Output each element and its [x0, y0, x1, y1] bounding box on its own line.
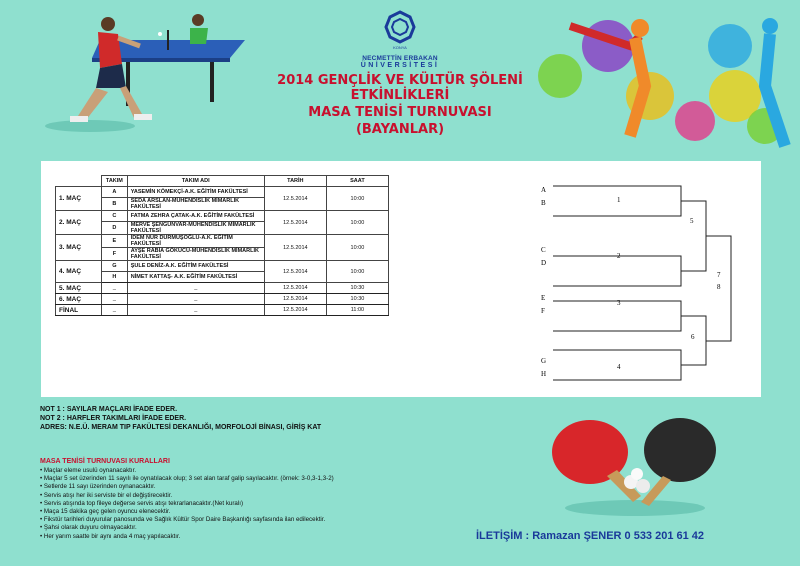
- bracket-slot-a: A: [541, 186, 547, 194]
- bracket-slot-c: C: [541, 246, 546, 254]
- match-time: 10:00: [326, 187, 388, 211]
- category-title: (BAYANLAR): [355, 122, 445, 137]
- table-row: [56, 187, 389, 198]
- match-date: 12.5.2014: [264, 235, 326, 261]
- match-label: 6. MAÇ: [56, 294, 102, 305]
- table-row: [56, 283, 389, 294]
- team-code: A: [102, 187, 128, 198]
- column-header-team: TAKIM: [102, 176, 128, 187]
- match-label: 4. MAÇ: [56, 261, 102, 283]
- paddles-and-balls-illustration: [545, 410, 725, 520]
- team-code: D: [102, 222, 128, 235]
- match-date: 12.5.2014: [264, 261, 326, 283]
- match-date: 12.5.2014: [264, 294, 326, 305]
- bracket-slot-e: E: [541, 294, 546, 302]
- list-item: • Maçlar 5 set üzerinden 11 sayılı ile oynatılacak olup; 3 set alan taraf galip sayılacaktır. (örnek: 3-0,3-1,3-2): [40, 475, 334, 483]
- match-time: 10:30: [326, 294, 388, 305]
- team-name: MERVE ŞENGÜNVAR-MÜHENDİSLİK MİMARLIK FAKÜLTESİ: [127, 222, 264, 235]
- list-item: • Maça 15 dakika geç gelen oyuncu elenecektir.: [40, 508, 334, 516]
- table-row: [56, 294, 389, 305]
- team-name: SEDA ARSLAN-MÜHENDİSLİK MİMARLIK FAKÜLTESİ: [127, 198, 264, 211]
- list-item: • Şahsi olarak duyuru olmayacaktır.: [40, 524, 334, 532]
- team-code: _: [102, 283, 128, 294]
- bracket-slot-f: F: [541, 307, 545, 315]
- match-label: 3. MAÇ: [56, 235, 102, 261]
- note-1: NOT 1 : SAYILAR MAÇLARI İFADE EDER.: [40, 406, 178, 413]
- tournament-title: MASA TENİSİ TURNUVASI: [308, 105, 492, 120]
- table-corner: [56, 176, 102, 187]
- rules-list: [40, 467, 334, 541]
- poster-header: [230, 10, 570, 137]
- bracket-slot-b: B: [541, 199, 546, 207]
- team-code: C: [102, 211, 128, 222]
- bracket-match-8: 8: [717, 283, 721, 291]
- team-code: H: [102, 272, 128, 283]
- table-tennis-players-illustration: [30, 8, 250, 138]
- bracket-match-4: 4: [617, 363, 621, 371]
- column-header-time: SAAT: [326, 176, 388, 187]
- match-time: 10:30: [326, 283, 388, 294]
- bracket-match-6: 6: [691, 333, 695, 341]
- bracket-match-5: 5: [690, 217, 694, 225]
- team-name: AYŞE RABİA GÖKÜCÜ-MÜHENDİSLİK MİMARLIK FAKÜLTESİ: [127, 248, 264, 261]
- bracket-slot-d: D: [541, 259, 547, 267]
- match-time: 11:00: [326, 305, 388, 316]
- match-label: 1. MAÇ: [56, 187, 102, 211]
- match-label: 2. MAÇ: [56, 211, 102, 235]
- bracket-match-1: 1: [617, 196, 621, 204]
- team-code: G: [102, 261, 128, 272]
- bracket-slot-g: G: [541, 357, 547, 365]
- column-header-date: TARİH: [264, 176, 326, 187]
- event-title: 2014 GENÇLİK VE KÜLTÜR ŞÖLENİ ETKİNLİKLERİ: [277, 73, 523, 103]
- team-name: NİMET KATTAŞ- A.K. EĞİTİM FAKÜLTESİ: [127, 272, 264, 283]
- match-time: 10:00: [326, 261, 388, 283]
- team-code: _: [102, 294, 128, 305]
- university-name-line1: NECMETTİN ERBAKAN: [362, 55, 438, 62]
- match-date: 12.5.2014: [264, 305, 326, 316]
- address-note: ADRES: N.E.Ü. MERAM TIP FAKÜLTESİ DEKANLIĞI, MORFOLOJİ BİNASI, GİRİŞ KAT: [40, 424, 322, 431]
- list-item: • Her yarım saatte bir aynı anda 4 maç yapılacaktır.: [40, 533, 334, 541]
- bracket-slot-h: H: [541, 370, 547, 378]
- match-label: 5. MAÇ: [56, 283, 102, 294]
- list-item: • Fikstür tarihleri duyurular panosunda ve Sağlık Kültür Spor Daire Başkanlığı sayfasında ilan edilecektir.: [40, 516, 334, 524]
- list-item: • Servis atışında top fileye değerse servis atışı tekrarlanacaktır.(Net kuralı): [40, 500, 334, 508]
- list-item: • Servis atışı her iki serviste bir el değiştirecektir.: [40, 492, 334, 500]
- match-date: 12.5.2014: [264, 187, 326, 211]
- table-row: [56, 235, 389, 248]
- team-name: _: [127, 305, 264, 316]
- team-name: YASEMİN KÖMEKÇİ-A.K. EĞİTİM FAKÜLTESİ: [127, 187, 264, 198]
- match-time: 10:00: [326, 235, 388, 261]
- team-name: _: [127, 283, 264, 294]
- schedule-panel: [41, 161, 761, 397]
- match-date: 12.5.2014: [264, 211, 326, 235]
- match-schedule-table: [55, 175, 389, 316]
- notes-block: [40, 405, 321, 432]
- rules-title: MASA TENİSİ TURNUVASI KURALLARI: [40, 458, 170, 465]
- team-code: _: [102, 305, 128, 316]
- match-label: FİNAL: [56, 305, 102, 316]
- team-name: _: [127, 294, 264, 305]
- team-name: ŞULE DENİZ-A.K. EĞİTİM FAKÜLTESİ: [127, 261, 264, 272]
- team-code: F: [102, 248, 128, 261]
- list-item: • Setlerde 11 sayı üzerinden oynanacaktır.: [40, 483, 334, 491]
- table-row: [56, 211, 389, 222]
- bracket-match-7: 7: [717, 271, 721, 279]
- table-header-row: [56, 176, 389, 187]
- svg-text:KONYA: KONYA: [393, 45, 407, 50]
- bracket-match-2: 2: [617, 252, 621, 260]
- team-name: İDEM NUR DURMUŞOĞLU-A.K. EĞİTİM FAKÜLTESİ: [127, 235, 264, 248]
- table-row: [56, 305, 389, 316]
- university-logo: [383, 10, 417, 50]
- bracket-match-3: 3: [617, 299, 621, 307]
- match-date: 12.5.2014: [264, 283, 326, 294]
- table-row: [56, 261, 389, 272]
- university-name-line2: ÜNİVERSİTESİ: [360, 62, 440, 69]
- list-item: • Maçlar eleme usulü oynanacaktır.: [40, 467, 334, 475]
- tournament-bracket: [531, 181, 751, 381]
- contact-info: İLETİŞİM : Ramazan ŞENER 0 533 201 61 42: [476, 530, 705, 542]
- team-code: E: [102, 235, 128, 248]
- team-code: B: [102, 198, 128, 211]
- note-2: NOT 2 : HARFLER TAKIMLARI İFADE EDER.: [40, 415, 187, 422]
- team-name: FATMA ZEHRA ÇATAK-A.K. EĞİTİM FAKÜLTESİ: [127, 211, 264, 222]
- column-header-team-name: TAKIM ADI: [127, 176, 264, 187]
- match-time: 10:00: [326, 211, 388, 235]
